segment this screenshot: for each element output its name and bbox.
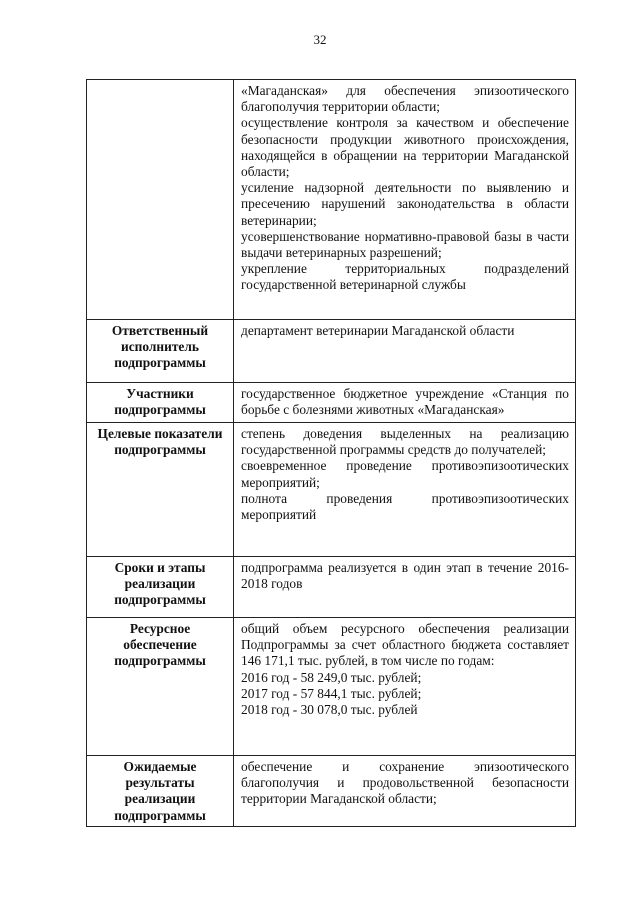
row-label: Сроки и этапы реализации подпрограммы bbox=[87, 557, 234, 618]
row-label: Ожидаемые результаты реализации подпрограммы bbox=[87, 756, 234, 827]
table-row bbox=[87, 618, 576, 756]
row-label: Ответственный исполнитель подпрограммы bbox=[87, 320, 234, 383]
row-content bbox=[234, 80, 576, 320]
page-number: 32 bbox=[313, 32, 327, 47]
row-label: Участники подпрограммы bbox=[87, 383, 234, 423]
content-line: своевременное проведение противоэпизоотических мероприятий; bbox=[241, 458, 569, 490]
table-row bbox=[87, 80, 576, 320]
row-content bbox=[234, 557, 576, 618]
content-line: усовершенствование нормативно-правовой базы в части выдачи ветеринарных разрешений; bbox=[241, 228, 569, 261]
content-line: усиление надзорной деятельности по выявлению и пресечению нарушений законодательства в области ветеринарии; bbox=[241, 180, 569, 228]
row-content bbox=[234, 423, 576, 557]
row-label bbox=[87, 80, 234, 320]
table-row bbox=[87, 423, 576, 557]
content-line: 2016 год - 58 249,0 тыс. рублей; bbox=[241, 669, 422, 685]
row-label: Ресурсное обеспечение подпрограммы bbox=[87, 618, 234, 756]
content-line: укрепление территориальных подразделений государственной ветеринарной службы bbox=[241, 261, 569, 293]
table-row bbox=[87, 557, 576, 618]
row-label: Целевые показатели подпрограммы bbox=[87, 423, 234, 557]
content-line: полнота проведения противоэпизоотических мероприятий bbox=[241, 490, 569, 523]
content-line: подпрограмма реализуется в один этап в течение 2016-2018 годов bbox=[241, 560, 569, 592]
content-line: «Магаданская» для обеспечения эпизоотического благополучия территории области; bbox=[241, 83, 569, 115]
content-line: степень доведения выделенных на реализацию государственной программы средств до получателей; bbox=[241, 426, 569, 458]
row-content bbox=[234, 320, 576, 383]
content-line: 2018 год - 30 078,0 тыс. рублей bbox=[241, 702, 418, 718]
row-content bbox=[234, 756, 576, 827]
content-line: 2017 год - 57 844,1 тыс. рублей; bbox=[241, 685, 422, 701]
table-row bbox=[87, 383, 576, 423]
content-line: государственное бюджетное учреждение «Станция по борьбе с болезнями животных «Магаданская» bbox=[241, 386, 569, 418]
subprogram-passport-table bbox=[86, 79, 576, 827]
content-line: общий объем ресурсного обеспечения реализации Подпрограммы за счет областного бюджета составляет 146 171,1 тыс. рублей, в том числе по годам: bbox=[241, 621, 569, 669]
content-line: департамент ветеринарии Магаданской области bbox=[241, 323, 515, 338]
row-content bbox=[234, 618, 576, 756]
content-line: обеспечение и сохранение эпизоотического благополучия и продовольственной безопасности территории Магаданской области; bbox=[241, 759, 569, 807]
table-row bbox=[87, 320, 576, 383]
table-row bbox=[87, 756, 576, 827]
content-line: осуществление контроля за качеством и обеспечение безопасности продукции животного происхождения, находящейся в обращении на территории Магаданской области; bbox=[241, 115, 569, 180]
row-content bbox=[234, 383, 576, 423]
